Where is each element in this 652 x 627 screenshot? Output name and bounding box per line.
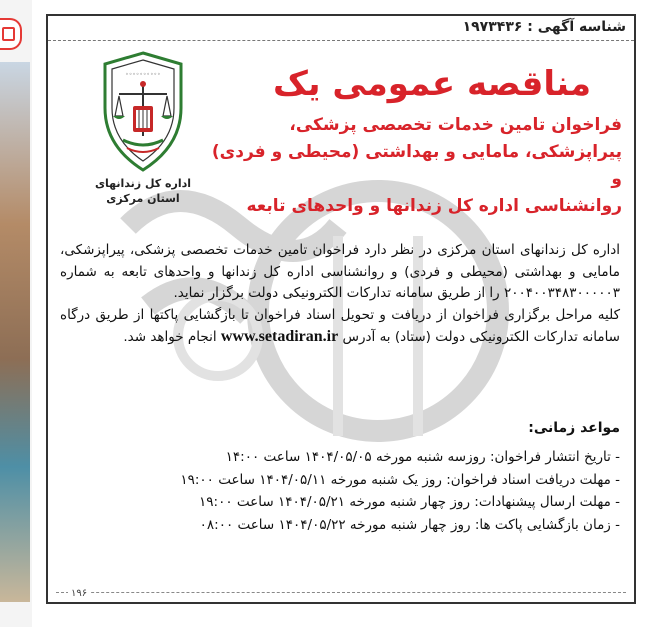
body-paragraph-text: انجام خواهد شد. [123,329,217,345]
footer-divider [56,592,626,593]
svg-text:◦◦◦◦◦◦◦◦◦◦: ◦◦◦◦◦◦◦◦◦◦ [125,71,161,78]
newspaper-logo-icon [0,18,22,50]
body-paragraph-text: کلیه مراحل برگزاری فراخوان از دریافت و تحویل اسناد فراخوان تا بازگشایی پاکتها از طریق درگاه سامانه تدارکات الکترونیکی دولت (ستاد) به آدرس [60,306,620,345]
schedule-heading: مواعد زمانی: [528,420,620,436]
emblem-caption: اداره کل زندانهای استان مرکزی [94,177,192,205]
ad-id-bar [48,16,634,41]
ad-subtitle-line: روانشناسی اداره کل زندانها و واحدهای تابعه [246,196,622,216]
organization-emblem [80,50,206,230]
prison-organization-emblem-icon [93,50,193,174]
adjacent-photo [0,62,30,602]
schedule-item: - مهلت دریافت اسناد فراخوان: روز یک شنبه مورخه ۱۴۰۴/۰۵/۱۱ ساعت ۱۹:۰۰ [180,471,620,488]
ad-subtitle [202,112,622,220]
body-paragraph: اداره کل زندانهای استان مرکزی در نظر دارد فراخوان تامین خدمات تخصصی پزشکی، پیراپزشکی، مامایی و بهداشتی (محیطی و فردی) و روانشناسی اداره کل زندانها و واحدهای تابعه به شماره ۲۰۰۴۰۰۳۴۸۳۰۰۰۰۰۳ را از طریق سامانه تدارکات الکترونیکی دولت برگزار نماید. [60,242,620,301]
website-link[interactable]: www.setadiran.ir [220,328,339,345]
schedule-item: - مهلت ارسال پیشنهادات: روز چهار شنبه مورخه ۱۴۰۴/۰۵/۲۱ ساعت ۱۹:۰۰ [199,494,620,510]
schedule-list [60,446,620,536]
schedule-item: - زمان بازگشایی پاکت ها: روز چهار شنبه مورخه ۱۴۰۴/۰۵/۲۲ ساعت ۰۸:۰۰ [199,516,620,533]
ad-subtitle-line: فراخوان تامین خدمات تخصصی پزشکی، [289,115,622,135]
schedule-item: - تاریخ انتشار فراخوان: روزسه شنبه مورخه ۱۴۰۴/۰۵/۰۵ ساعت ۱۴:۰۰ [225,449,620,465]
adjacent-page-strip [0,0,32,627]
ad-id: شناسه آگهی : ۱۹۷۳۴۳۶ [462,19,626,35]
ad-body [60,240,620,349]
advertisement [46,14,636,604]
body-paragraph [60,305,620,349]
ad-subtitle-line: پیراپزشکی، مامایی و بهداشتی (محیطی و فردی) و [211,142,622,189]
ad-title: مناقصه عمومی یک [272,64,592,104]
footer-code: ۱۹۶ [68,588,90,599]
